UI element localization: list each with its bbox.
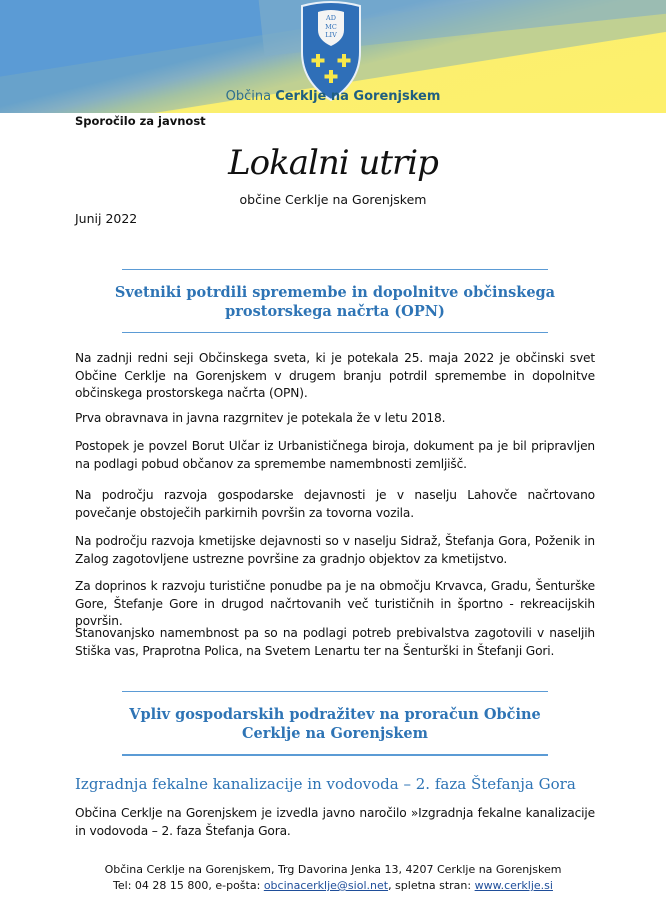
header-banner [0,0,666,113]
crest-inscription [318,14,344,40]
paragraph: Na zadnji redni seji Občinskega sveta, ki je potekala 25. maja 2022 je občinski svet Občine Cerklje na Gorenjskem v drugem branju potrdil spremembe in dopolnitve občinskega prostorskega načrta (OPN). [75,351,595,400]
divider [122,332,548,333]
section-heading: Svetniki potrdili spremembe in dopolnitve občinskega prostorskega načrta (OPN) [114,284,556,320]
divider [122,269,548,270]
document-title: Lokalni utrip [228,143,438,183]
document-date: Junij 2022 [75,211,138,226]
paragraph: Občina Cerklje na Gorenjskem je izvedla javno naročilo »Izgradnja fekalne kanalizacije in vodovoda – 2. faza Štefanja Gora. [75,806,595,838]
divider [122,754,548,756]
subsection-heading: Izgradnja fekalne kanalizacije in vodovoda – 2. faza Štefanja Gora [75,775,576,793]
crest-text-year: MCLIV [325,22,337,39]
paragraph: Na področju razvoja kmetijske dejavnosti so v naselju Sidraž, Štefanja Gora, Poženik in Zalog zagotovljene ustrezne površine za gradnjo objektov za kmetijstvo. [75,534,595,566]
organization-name: Občina Cerklje na Gorenjskem [225,89,441,104]
footer-address: Občina Cerklje na Gorenjskem, Trg Davorina Jenka 13, 4207 Cerklje na Gorenjskem [104,863,562,876]
divider [122,691,548,692]
website-link[interactable]: www.cerklje.si [474,879,553,892]
paragraph: Za doprinos k razvoju turistične ponudbe pa je na območju Krvavca, Gradu, Šenturške Gore, Štefanje Gore in drugod načrtovanih več turističnih in športno - rekreacijskih površin. [75,579,595,628]
paragraph: Prva obravnava in javna razgrnitev je potekala že v letu 2018. [75,411,446,425]
email-link[interactable]: obcinacerklje@siol.net [263,879,389,892]
crest-text-ad: AD [326,14,336,22]
section-heading: Vpliv gospodarskih podražitev na proračun Občine Cerklje na Gorenjskem [129,706,541,742]
paragraph: Postopek je povzel Borut Ulčar iz Urbanističnega biroja, dokument pa je bil pripravljen na podlagi pobud občanov za spremembe namembnosti zemljišč. [75,439,595,471]
document-type-label: Sporočilo za javnost [75,114,206,128]
document-subtitle: občine Cerklje na Gorenjskem [239,192,427,207]
footer [0,862,666,894]
footer-contact: Tel: 04 28 15 800, e-pošta: obcinacerklje@siol.net, spletna stran: www.cerklje.si [113,879,553,892]
paragraph: Na področju razvoja gospodarske dejavnosti je v naselju Lahovče načrtovano povečanje obstoječih parkirnih površin za tovorna vozila. [75,488,595,520]
paragraph: Stanovanjsko namembnost pa so na podlagi potreb prebivalstva zagotovili v naseljih Stiška vas, Praprotna Polica, na Svetem Lenartu ter na Šenturški in Štefanji Gori. [75,626,595,658]
